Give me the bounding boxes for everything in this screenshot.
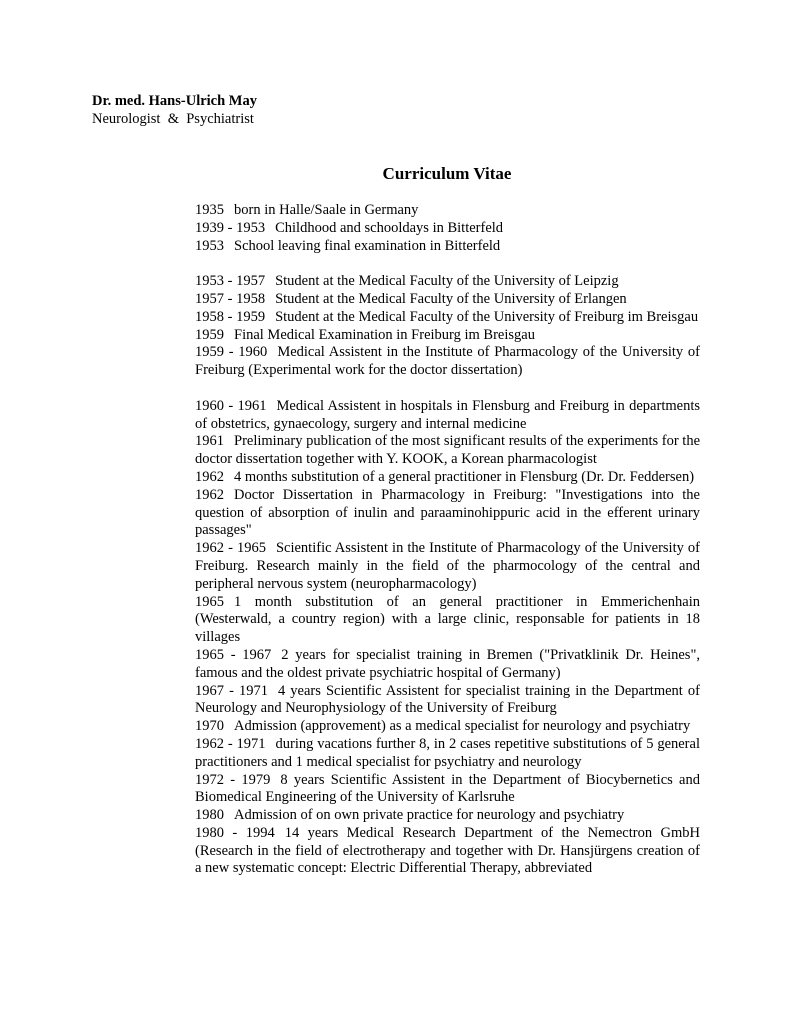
cv-entry-text: Final Medical Examination in Freiburg im Breisgau: [234, 326, 535, 343]
cv-entry: [195, 327, 700, 345]
cv-entry-year: 1953: [195, 237, 224, 254]
cv-entry-year: 1959: [195, 326, 224, 343]
cv-entry-text: 1 month substitution of an general practitioner in Emmerichenhain (Westerwald, a country region) with a large clinic, responsable for patients in 18 villages: [195, 593, 700, 646]
cv-entry-text: 2 years for specialist training in Bremen ("Privatklinik Dr. Heines", famous and the oldest private psychiatric hospital of Germany): [195, 646, 700, 681]
cv-entry-text: Student at the Medical Faculty of the University of Leipzig: [275, 273, 619, 290]
cv-entry: [195, 309, 700, 327]
cv-entry: [195, 736, 700, 772]
cv-entry-year: 1939 - 1953: [195, 219, 266, 236]
cv-entry-year: 1965 - 1967: [195, 646, 272, 663]
cv-entry: [195, 220, 700, 238]
cv-entry-year: 1961: [195, 433, 224, 450]
cv-entry-text: Preliminary publication of the most significant results of the experiments for the doctor dissertation together with Y. KOOK, a Korean pharmacologist: [195, 433, 700, 468]
cv-entry-year: 1962: [195, 468, 224, 485]
cv-entry: [195, 772, 700, 808]
cv-entry: [195, 433, 700, 469]
cv-entry-year: 1980: [195, 807, 224, 824]
cv-entry-year: 1960 - 1961: [195, 397, 267, 414]
cv-entry-text: Doctor Dissertation in Pharmacology in Freiburg: "Investigations into the question of absorption of inulin and paraaminohippuric acid in the efferent urinary passages": [195, 486, 700, 539]
cv-entry-text: 14 years Medical Research Department of the Nemectron GmbH (Research in the field of electrotherapy and together with Dr. Hansjürgens creation of a new systematic concept: Electric Differential Therapy, abbreviated: [195, 824, 700, 877]
cv-entry-text: Student at the Medical Faculty of the University of Freiburg im Breisgau: [275, 308, 699, 325]
cv-group-education-early: [195, 202, 700, 255]
cv-entry: [195, 469, 700, 487]
cv-entry: [195, 487, 700, 540]
cv-entry-text: 8 years Scientific Assistent in the Department of Biocybernetics and Biomedical Engineering of the University of Karlsruhe: [195, 771, 700, 806]
cv-entry-year: 1967 - 1971: [195, 682, 268, 699]
cv-entry-year: 1962: [195, 486, 224, 503]
cv-entry-text: Medical Assistent in the Institute of Pharmacology of the University of Freiburg (Experimental work for the doctor dissertation): [195, 344, 700, 379]
cv-entry: [195, 683, 700, 719]
cv-entry-text: 4 months substitution of a general practitioner in Flensburg (Dr. Dr. Feddersen): [234, 468, 695, 485]
cv-entry-text: Admission of on own private practice for neurology and psychiatry: [234, 807, 625, 824]
cv-entry: [195, 718, 700, 736]
cv-entry: [195, 202, 700, 220]
cv-entry-text: Student at the Medical Faculty of the University of Erlangen: [275, 290, 627, 307]
author-name: Dr. med. Hans-Ulrich May: [92, 93, 257, 109]
cv-gap: [195, 255, 700, 273]
author-profession: Neurologist & Psychiatrist: [92, 111, 254, 127]
cv-entry: [195, 291, 700, 309]
cv-entry-text: 4 years Scientific Assistent for specialist training in the Department of Neurology and Neurophysiology of the University of Freiburg: [195, 682, 700, 717]
cv-entry-year: 1958 - 1959: [195, 308, 266, 325]
cv-entry-text: Childhood and schooldays in Bitterfeld: [275, 219, 504, 236]
cv-entry-year: 1965: [195, 593, 224, 610]
cv-entry-text: Scientific Assistent in the Institute of Pharmacology of the University of Freiburg. Research mainly in the field of the pharmocology of the central and peripheral nervous system (neuropharmacology): [195, 540, 700, 592]
cv-entry-text: School leaving final examination in Bitterfeld: [234, 237, 501, 254]
cv-entry-year: 1935: [195, 202, 224, 218]
cv-entry-year: 1957 - 1958: [195, 290, 266, 307]
cv-entry-text: during vacations further 8, in 2 cases repetitive substitutions of 5 general practitioners and 1 medical specialist for psychiatry and neurology: [195, 735, 700, 770]
cv-entry-year: 1959 - 1960: [195, 344, 268, 361]
cv-entry: [195, 594, 700, 647]
cv-entry-year: 1970: [195, 718, 224, 735]
cv-entry-text: Medical Assistent in hospitals in Flensburg and Freiburg in departments of obstetrics, gynaecology, surgery and internal medicine: [195, 397, 700, 432]
cv-gap: [195, 380, 700, 398]
cv-entry-year: 1953 - 1957: [195, 273, 266, 290]
cv-entry: [195, 344, 700, 380]
cv-entry-year: 1972 - 1979: [195, 771, 271, 788]
cv-entry-text: born in Halle/Saale in Germany: [234, 202, 419, 218]
cv-group-studies: [195, 273, 700, 380]
cv-entry: [195, 238, 700, 256]
cv-entry-year: 1962 - 1965: [195, 540, 266, 557]
cv-entry-year: 1980 - 1994: [195, 824, 275, 841]
cv-entry: [195, 825, 700, 878]
author-block: [92, 92, 257, 128]
cv-entry: [195, 398, 700, 434]
cv-entry: [195, 273, 700, 291]
cv-entry: [195, 647, 700, 683]
cv-entry-text: Admission (approvement) as a medical specialist for neurology and psychiatry: [234, 718, 691, 735]
cv-body: [195, 202, 700, 878]
page-title: Curriculum Vitae: [382, 164, 512, 183]
cv-entry: [195, 807, 700, 825]
cv-entry: [195, 540, 700, 593]
cv-group-career: [195, 398, 700, 879]
cv-entry-year: 1962 - 1971: [195, 735, 266, 752]
